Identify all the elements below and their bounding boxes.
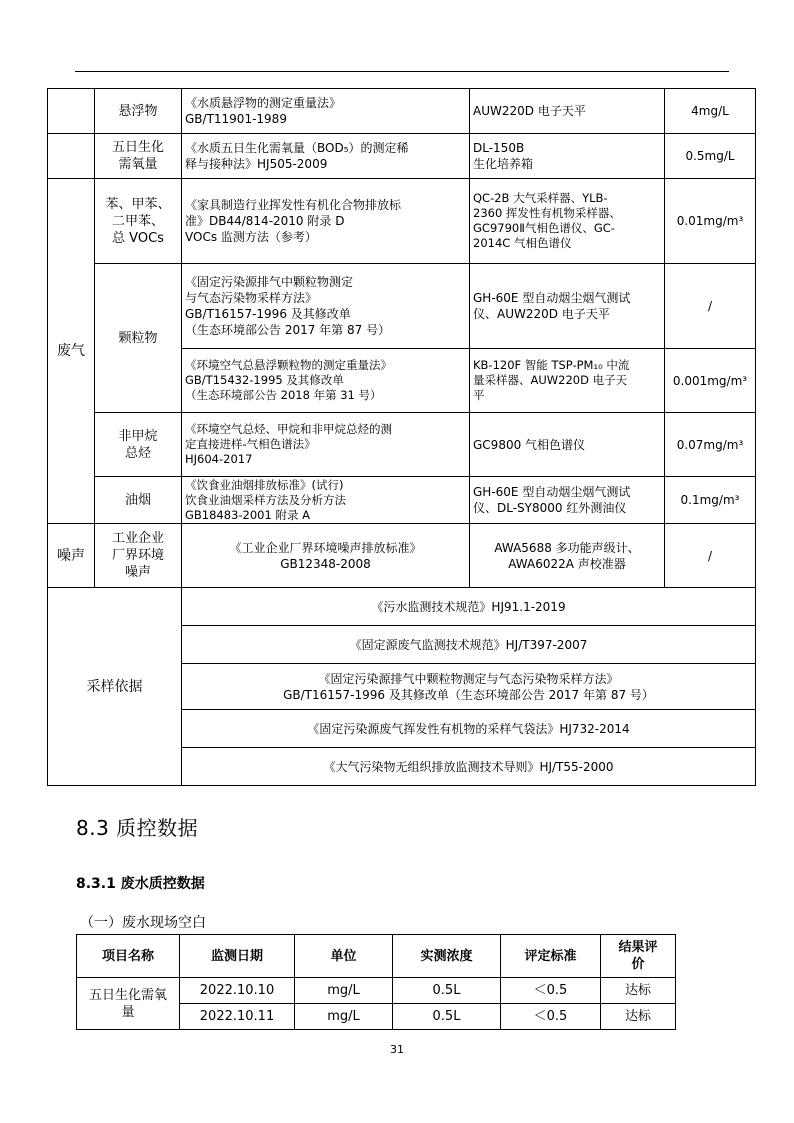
instrument-cell: DL-150B 生化培养箱 [470,134,665,179]
table-row [48,413,756,477]
limit-cell: 0.001mg/m³ [665,349,756,413]
basis-cell: 《固定源废气监测技术规范》HJ/T397-2007 [182,626,756,664]
basis-cell: 《固定污染源废气挥发性有机物的采样气袋法》HJ732-2014 [182,710,756,748]
result-cell: 达标 [601,1004,676,1030]
sampling-basis-label: 采样依据 [48,588,182,786]
limit-cell: 0.5mg/L [665,134,756,179]
header-cell: 监测日期 [180,935,295,978]
limit-cell: 0.01mg/m³ [665,179,756,264]
table-row [77,978,676,1004]
section-title: 8.3 质控数据 [76,816,199,840]
table-header-row [77,935,676,978]
subsection-title: 8.3.1 废水质控数据 [76,876,205,892]
category-cell: 废气 [48,179,95,524]
methods-table [47,88,756,786]
item-cell: 五日生化需氧 量 [77,978,180,1030]
value-cell: 0.5L [393,978,501,1004]
table-row [48,89,756,134]
header-rule [75,71,729,72]
unit-cell: mg/L [295,978,393,1004]
page-number: 31 [390,1043,404,1056]
instrument-cell: GC9800 气相色谱仪 [470,413,665,477]
header-cell: 项目名称 [77,935,180,978]
standard-cell: ＜0.5 [501,1004,601,1030]
analyte-cell: 非甲烷 总烃 [95,413,182,477]
analyte-cell: 工业企业 厂界环境 噪声 [95,524,182,588]
header-cell: 单位 [295,935,393,978]
analyte-cell: 油烟 [95,477,182,524]
standard-cell: ＜0.5 [501,978,601,1004]
method-cell: 《环境空气总悬浮颗粒物的测定重量法》 GB/T15432-1995 及其修改单 （生态环境部公告 2018 年第 31 号） [182,349,470,413]
table-row [48,477,756,524]
instrument-cell: GH-60E 型自动烟尘烟气测试 仪、AUW220D 电子天平 [470,264,665,349]
value-cell: 0.5L [393,1004,501,1030]
category-cell [48,134,95,179]
date-cell: 2022.10.11 [180,1004,295,1030]
table-row [48,264,756,349]
method-cell: 《家具制造行业挥发性有机化合物排放标 准》DB44/814-2010 附录 D VOCs 监测方法（参考） [182,179,470,264]
method-cell: 《水质五日生化需氧量（BOD₅）的测定稀 释与接种法》HJ505-2009 [182,134,470,179]
basis-cell: 《大气污染物无组织排放监测技术导则》HJ/T55-2000 [182,748,756,786]
instrument-cell: QC-2B 大气采样器、YLB- 2360 挥发性有机物采样器、 GC9790Ⅱ气相色谱仪、GC- 2014C 气相色谱仪 [470,179,665,264]
limit-cell: / [665,524,756,588]
method-cell: 《水质悬浮物的测定重量法》 GB/T11901-1989 [182,89,470,134]
analyte-cell: 苯、甲苯、 二甲苯、 总 VOCs [95,179,182,264]
header-cell: 评定标准 [501,935,601,978]
method-cell: 《固定污染源排气中颗粒物测定 与气态污染物采样方法》 GB/T16157-1996 及其修改单 （生态环境部公告 2017 年第 87 号） [182,264,470,349]
category-cell [48,89,95,134]
method-cell: 《工业企业厂界环境噪声排放标准》 GB12348-2008 [182,524,470,588]
table-row [48,524,756,588]
header-cell: 实测浓度 [393,935,501,978]
instrument-cell: GH-60E 型自动烟尘烟气测试 仪、DL-SY8000 红外测油仪 [470,477,665,524]
instrument-cell: AWA5688 多功能声级计、 AWA6022A 声校准器 [470,524,665,588]
table-row [48,134,756,179]
analyte-cell: 悬浮物 [95,89,182,134]
instrument-cell: KB-120F 智能 TSP-PM₁₀ 中流 量采样器、AUW220D 电子天 平 [470,349,665,413]
instrument-cell: AUW220D 电子天平 [470,89,665,134]
basis-cell: 《固定污染源排气中颗粒物测定与气态污染物采样方法》 GB/T16157-1996 及其修改单（生态环境部公告 2017 年第 87 号） [182,664,756,710]
limit-cell: 4mg/L [665,89,756,134]
sub-label: （一）废水现场空白 [80,915,206,931]
analyte-cell: 五日生化 需氧量 [95,134,182,179]
limit-cell: 0.07mg/m³ [665,413,756,477]
result-cell: 达标 [601,978,676,1004]
analyte-cell: 颗粒物 [95,264,182,413]
basis-cell: 《污水监测技术规范》HJ91.1-2019 [182,588,756,626]
table-row [48,179,756,264]
category-cell: 噪声 [48,524,95,588]
method-cell: 《环境空气总烃、甲烷和非甲烷总烃的测 定直接进样-气相色谱法》 HJ604-2017 [182,413,470,477]
limit-cell: 0.1mg/m³ [665,477,756,524]
date-cell: 2022.10.10 [180,978,295,1004]
header-cell: 结果评 价 [601,935,676,978]
table-row [48,588,756,626]
method-cell: 《饮食业油烟排放标准》(试行) 饮食业油烟采样方法及分析方法 GB18483-2001 附录 A [182,477,470,524]
qc-table [76,934,676,1030]
unit-cell: mg/L [295,1004,393,1030]
limit-cell: / [665,264,756,349]
